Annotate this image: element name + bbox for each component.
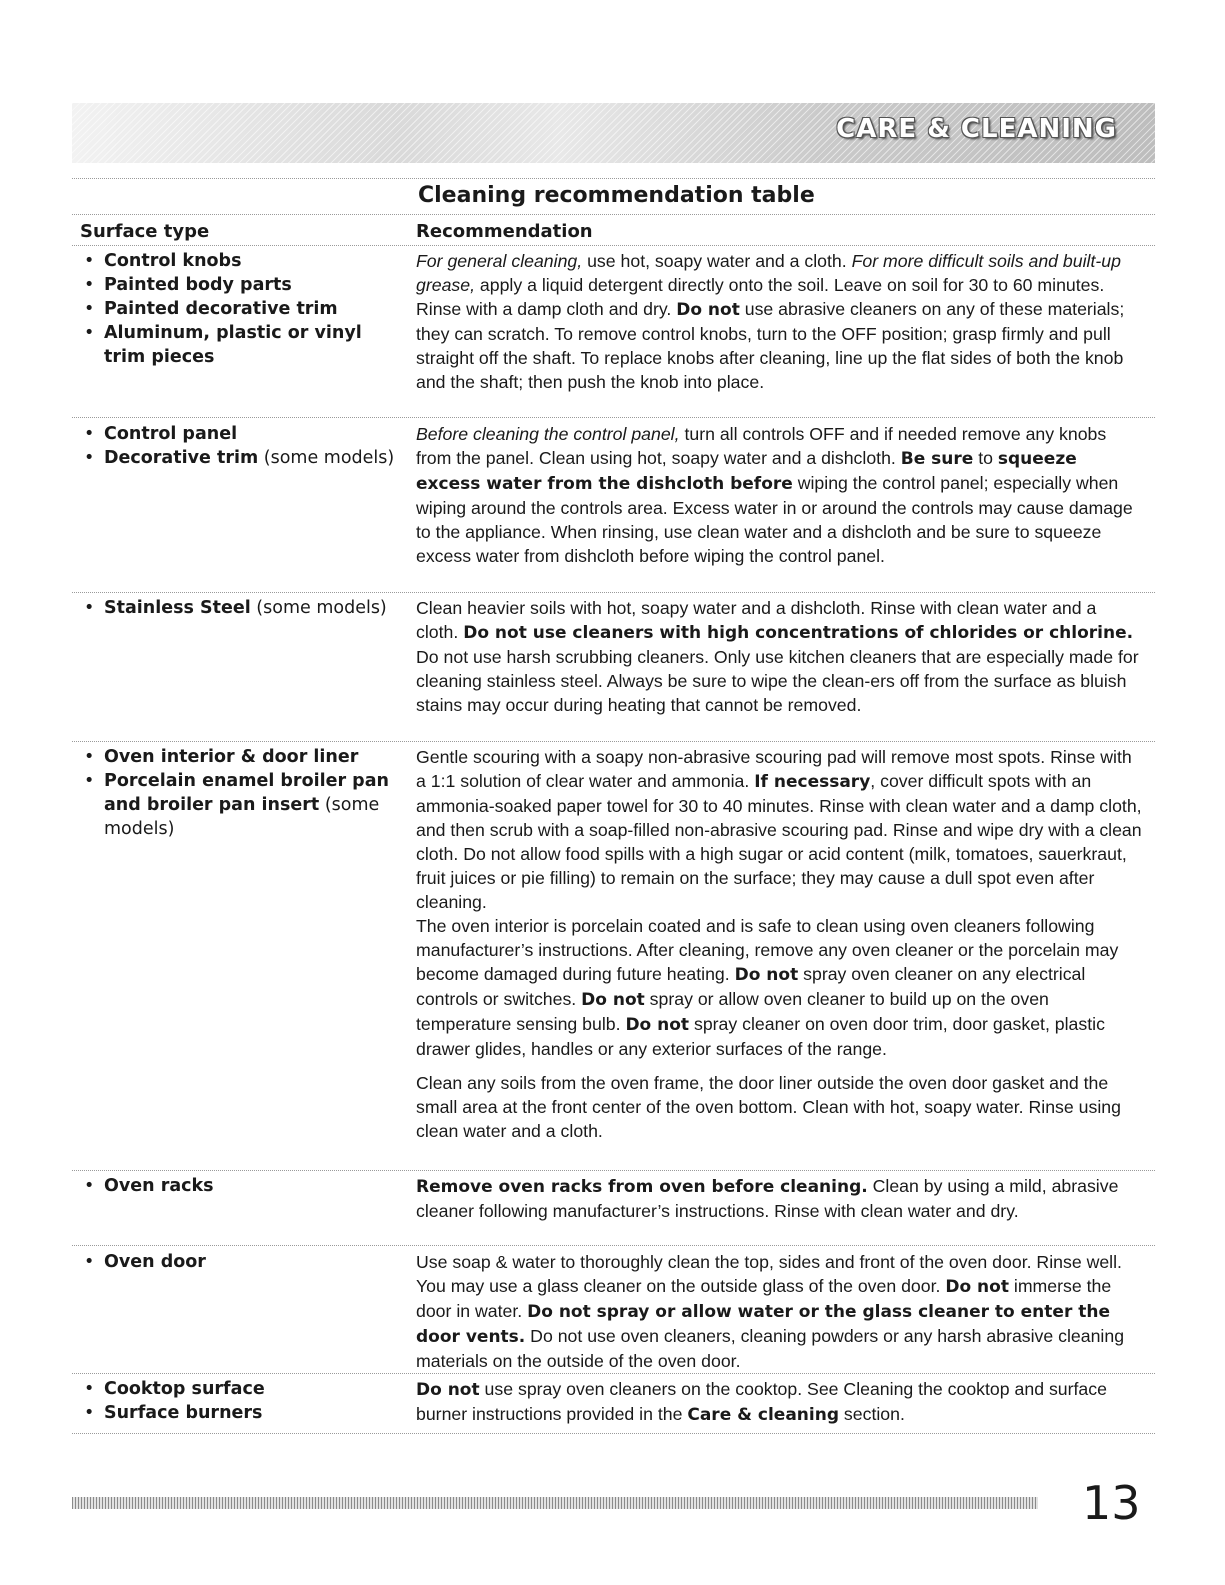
recommendation-text	[416, 745, 1142, 1143]
italic-text: Before cleaning the control panel,	[416, 424, 680, 444]
recommendation-text	[416, 249, 1142, 394]
surface-item	[78, 297, 404, 321]
surface-name: Decorative trim	[104, 448, 259, 468]
surface-list	[78, 1377, 404, 1425]
column-header-surface: Surface type	[80, 221, 210, 242]
table-title: Cleaning recommendation table	[418, 183, 815, 208]
recommendation-text	[416, 1174, 1142, 1223]
footer-bar	[72, 1497, 1038, 1509]
recommendation-paragraph	[416, 422, 1142, 568]
surface-name: Painted body parts	[104, 275, 292, 295]
recommendation-paragraph	[416, 1174, 1142, 1223]
emphasis-text: Do not	[676, 300, 740, 320]
body-text: Gentle scouring with a soapy non-abrasive scouring pad will remove most spots. Rinse with a 1:1 solution of clear water and ammonia.	[416, 747, 1132, 791]
divider	[72, 245, 1155, 246]
recommendation-text	[416, 596, 1142, 717]
surface-list	[78, 1174, 404, 1198]
surface-item	[78, 1401, 404, 1425]
divider	[72, 178, 1155, 179]
surface-name: Surface burners	[104, 1403, 263, 1423]
recommendation-paragraph	[416, 249, 1142, 394]
recommendation-paragraph	[416, 1071, 1142, 1143]
surface-item	[78, 745, 404, 769]
body-text: wiping the control panel; especially when wiping around the controls area. Excess water in or around the controls may cause damage to the appliance. When rinsing, use clean water and a dishcloth and be sure to squeeze excess water from dishcloth before wiping the control panel.	[416, 473, 1133, 566]
body-text: Do not use oven cleaners, cleaning powders or any harsh abrasive cleaning materials on the outside of the oven door.	[416, 1326, 1125, 1371]
surface-name: Control knobs	[104, 251, 242, 271]
body-text: spray or allow oven cleaner to build up on the oven temperature sensing bulb.	[416, 989, 1049, 1034]
section-title: CARE & CLEANING	[836, 114, 1117, 144]
body-text: Clean by using a mild, abrasive cleaner following manufacturer’s instructions. Rinse with clean water and dry.	[416, 1176, 1119, 1221]
recommendation-text	[416, 422, 1142, 568]
italic-text: For general cleaning,	[416, 251, 583, 271]
surface-item	[78, 769, 404, 841]
recommendation-paragraph	[416, 1377, 1142, 1427]
surface-item	[78, 1250, 404, 1274]
emphasis-text: Do not	[625, 1015, 690, 1035]
surface-name: Stainless Steel	[104, 598, 251, 618]
body-text: spray oven cleaner on any electrical controls or switches.	[416, 964, 1086, 1009]
surface-name: Painted decorative trim	[104, 299, 338, 319]
emphasis-text: Do not use cleaners with high concentrations of chlorides or chlorine.	[463, 623, 1134, 643]
section-banner	[72, 103, 1155, 163]
row-divider	[72, 741, 1155, 742]
surface-list	[78, 422, 404, 470]
surface-name: Porcelain enamel broiler pan and broiler pan insert	[104, 771, 389, 815]
surface-name: Oven racks	[104, 1176, 214, 1196]
surface-list	[78, 249, 404, 369]
column-header-recommendation: Recommendation	[416, 221, 593, 242]
body-text: apply a liquid detergent directly onto the soil. Leave on soil for 30 to 60 minutes. Rinse with a damp cloth and dry.	[416, 275, 1105, 319]
surface-item	[78, 422, 404, 446]
body-text: Do not use harsh scrubbing cleaners. Only use kitchen cleaners that are especially made for cleaning stainless steel. Always be sure to wipe the clean-ers off from the surface as bluish stains may occur during heating that cannot be removed.	[416, 647, 1139, 715]
emphasis-text: Remove oven racks from oven before cleaning.	[416, 1177, 868, 1197]
emphasis-text: Do not	[945, 1277, 1009, 1297]
emphasis-text: Do not	[734, 965, 799, 985]
emphasis-text: Do not	[581, 990, 645, 1010]
body-text: to	[973, 448, 998, 468]
surface-note: (some models)	[104, 795, 380, 839]
row-divider	[72, 592, 1155, 593]
surface-name: Oven interior & door liner	[104, 747, 359, 767]
body-text: use spray oven cleaners on the cooktop. See Cleaning the cooktop and surface burner instructions provided in the	[416, 1379, 1107, 1424]
recommendation-text	[416, 1250, 1142, 1373]
row-divider	[72, 417, 1155, 418]
body-text: section.	[839, 1404, 905, 1424]
surface-note: (some models)	[258, 448, 395, 468]
recommendation-text	[416, 1377, 1142, 1427]
row-divider	[72, 1245, 1155, 1246]
body-text: spray cleaner on oven door trim, door gasket, plastic drawer glides, handles or any exterior surfaces of the range.	[416, 1014, 1105, 1059]
surface-name: Control panel	[104, 424, 238, 444]
surface-item	[78, 321, 404, 369]
surface-name: Oven door	[104, 1252, 206, 1272]
page-number: 13	[1082, 1476, 1141, 1530]
emphasis-text: Do not spray or allow water or the glass cleaner to enter the door vents.	[416, 1302, 1111, 1347]
body-text: Clean any soils from the oven frame, the door liner outside the oven door gasket and the small area at the front center of the oven bottom. Clean with hot, soapy water. Rinse using clean water and a cloth.	[416, 1073, 1121, 1141]
surface-item	[78, 446, 404, 470]
recommendation-paragraph	[416, 914, 1142, 1061]
surface-item	[78, 1377, 404, 1401]
row-divider	[72, 1433, 1155, 1434]
recommendation-paragraph	[416, 1250, 1142, 1373]
body-text: use hot, soapy water and a cloth.	[582, 251, 852, 271]
recommendation-paragraph	[416, 745, 1142, 914]
recommendation-paragraph	[416, 596, 1142, 717]
surface-item	[78, 596, 404, 620]
surface-item	[78, 273, 404, 297]
body-text: use abrasive cleaners on any of these materials; they can scratch. To remove control knobs, turn to the OFF position; grasp firmly and pull straight off the shaft. To replace knobs after cleaning, line up the flat sides of both the knob and the shaft; then push the knob into place.	[416, 299, 1125, 392]
divider	[72, 214, 1155, 215]
surface-name: Cooktop surface	[104, 1379, 265, 1399]
emphasis-text: If necessary	[754, 772, 871, 792]
body-text: , cover difficult spots with an ammonia-soaked paper towel for 30 to 40 minutes. Rinse with clean water and a damp cloth, and then scrub with a soap-filled non-abrasive scouring pad. Rinse and wipe dry with a clean cloth. Do not allow food spills with a high sugar or acid content (milk, tomatoes, sauerkraut, fruit juices or pie filling) to remain on the surface; they may cause a dull spot even after cleaning.	[416, 771, 1142, 912]
row-divider	[72, 1170, 1155, 1171]
emphasis-text: Do not	[416, 1380, 480, 1400]
body-text: immerse the door in water.	[416, 1276, 1112, 1321]
surface-name: Aluminum, plastic or vinyl trim pieces	[104, 323, 362, 367]
surface-item	[78, 249, 404, 273]
surface-list	[78, 1250, 404, 1274]
surface-note: (some models)	[250, 598, 387, 618]
emphasis-text: Be sure	[900, 449, 974, 469]
emphasis-text: Care & cleaning	[687, 1405, 839, 1425]
body-text: Use soap & water to thoroughly clean the top, sides and front of the oven door. Rinse well. You may use a glass cleaner on the outside glass of the oven door.	[416, 1252, 1122, 1296]
surface-list	[78, 596, 404, 620]
surface-list	[78, 745, 404, 841]
body-text: Clean heavier soils with hot, soapy water and a dishcloth. Rinse with clean water and a cloth.	[416, 598, 1097, 642]
body-text: turn all controls OFF and if needed remove any knobs from the panel. Clean using hot, soapy water and a dishcloth.	[416, 424, 1107, 468]
row-divider	[72, 1373, 1155, 1374]
body-text: The oven interior is porcelain coated and is safe to clean using oven cleaners following manufacturer’s instructions. After cleaning, remove any oven cleaner or the porcelain may become damaged during future heating.	[416, 916, 1119, 984]
italic-text: For more difficult soils and built-up grease,	[416, 251, 1121, 295]
emphasis-text: squeeze excess water from the dishcloth before	[416, 449, 1077, 494]
surface-item	[78, 1174, 404, 1198]
